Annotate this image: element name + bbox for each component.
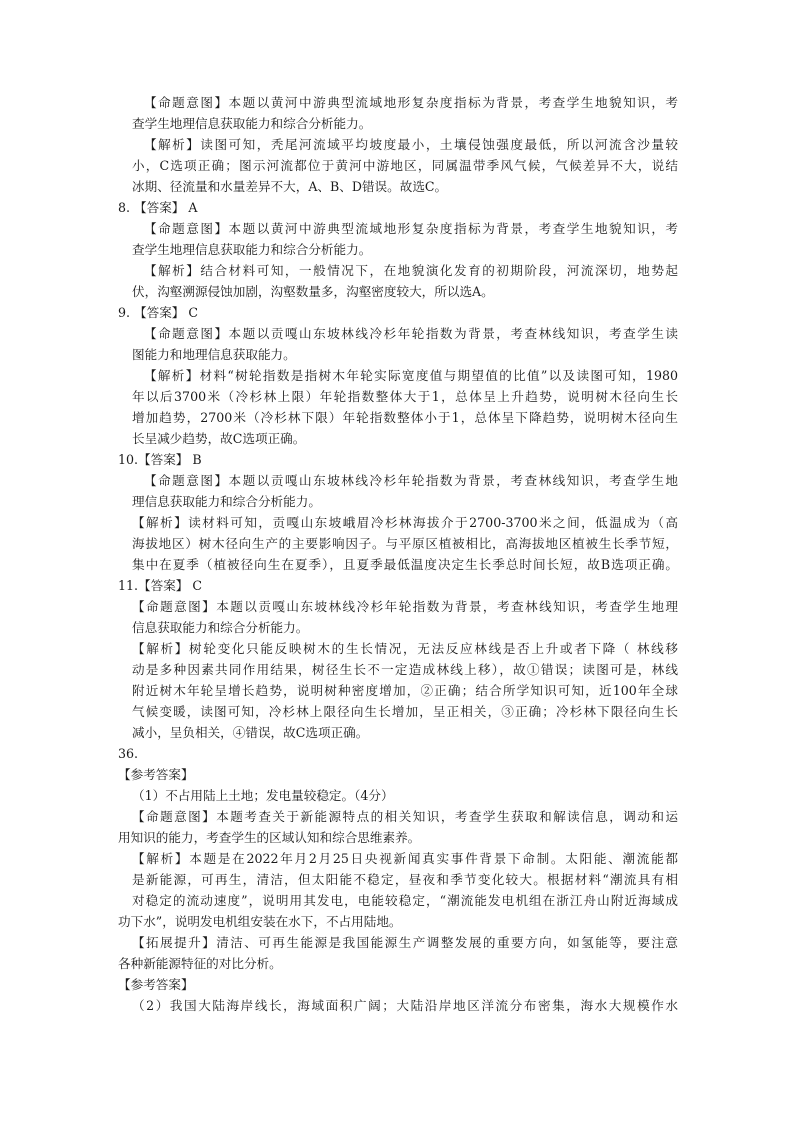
text-line: 集中在夏季（植被径向生在夏季），且夏季最低温度决定生长季总时间长短，故B选项正确。	[132, 557, 678, 572]
text-line: 【拓展提升】清洁、可再生能源是我国能源生产调整发展的重要方向，如氢能等，要注意	[132, 935, 678, 950]
text-line: 【解析】本题是在2022年月2月25日央视新闻真实事件背景下命制。太阳能、潮流能都	[132, 851, 678, 866]
text-line: 【参考答案】	[118, 977, 194, 992]
text-line: 【解析】读材料可知，贡嘎山东坡峨眉冷杉林海拔介于2700-3700米之间，低温成为（高	[132, 515, 678, 530]
text-line: 36.	[118, 746, 139, 761]
text-line: 增加趋势，2700米（冷杉林下限）年轮指数整体小于1，总体呈下降趋势，说明树木径向生	[132, 410, 678, 425]
text-line: 海拔地区）树木径向生产的主要影响因子。与平原区植被相比，高海拔地区植被生长季节短，	[132, 536, 678, 551]
text-line: 减小，呈负相关，④错误，故C选项正确。	[132, 725, 369, 740]
text-line: 年以后3700米（冷杉林上限）年轮指数整体大于1，总体呈上升趋势，说明树木径向生长	[132, 389, 678, 404]
text-line: 【命题意图】本题以黄河中游典型流域地形复杂度指标为背景，考查学生地貌知识，考	[144, 221, 678, 236]
text-line: 附近树木年轮呈增长趋势，说明树种密度增加，②正确；结合所学知识可知，近100年全球	[132, 683, 678, 698]
text-line: 气候变暖，读图可知，冷杉林上限径向生长增加，呈正相关，③正确；冷杉林下限径向生长	[132, 704, 678, 719]
text-line: 【命题意图】本题以黄河中游典型流域地形复杂度指标为背景，考查学生地貌知识，考	[144, 95, 678, 110]
text-line: （1）不占用陆上土地；发电量较稳定。（4分）	[132, 788, 394, 803]
text-line: 查学生地理信息获取能力和综合分析能力。	[132, 242, 372, 257]
text-line: 是新能源，可再生，清洁，但太阳能不稳定，昼夜和季节变化较大。根据材料“潮流具有相	[132, 872, 678, 887]
text-line: 【解析】读图可知，秃尾河流域平均坡度最小，土壤侵蚀强度最低，所以河流含沙量较	[144, 137, 678, 152]
text-line: 对稳定的流动速度”，说明用其发电，电能较稳定，“潮流能发电机组在浙江舟山附近海域成	[132, 893, 678, 908]
text-line: 【解析】树轮变化只能反映树木的生长情况，无法反应林线是否上升或者下降（ 林线移	[132, 641, 678, 656]
text-line: 用知识的能力，考查学生的区域认知和综合思维素养。	[118, 830, 421, 845]
text-line: 各种新能源特征的对比分析。	[118, 956, 282, 971]
text-line: 冰期、径流量和水量差异不大，A、B、D错误。故选C。	[132, 179, 448, 194]
text-line: 【解析】材料“树轮指数是指树木年轮实际宽度值与期望值的比值”以及读图可知，1980	[144, 368, 678, 383]
text-line: 【命题意图】本题以贡嘎山东坡林线冷杉年轮指数为背景，考查林线知识，考查学生读	[144, 326, 678, 341]
text-line: 功下水”，说明发电机组安装在水下，不占用陆地。	[118, 914, 402, 929]
text-line: 图能力和地理信息获取能力。	[132, 347, 296, 362]
text-line: 【命题意图】本题以贡嘎山东坡林线冷杉年轮指数为背景，考查林线知识，考查学生地理	[132, 599, 678, 614]
text-line: 长呈减少趋势，故C选项正确。	[132, 431, 306, 446]
text-line: 理信息获取能力和综合分析能力。	[132, 494, 321, 509]
text-line: 伏，沟壑溯源侵蚀加剧，沟壑数量多，沟壑密度较大，所以选A。	[132, 284, 494, 299]
document-page	[118, 92, 678, 1016]
text-line: 9. 【答案】 C	[118, 305, 199, 320]
text-line: 8. 【答案】 A	[118, 200, 198, 215]
text-line: （2）我国大陆海岸线长，海域面积广阔；大陆沿岸地区洋流分布密集，海水大规模作水	[132, 998, 678, 1013]
text-line: 10.【答案】 B	[118, 452, 202, 467]
text-line: 小，C选项正确；图示河流都位于黄河中游地区，同属温带季风气候，气候差异不大，说结	[132, 158, 678, 173]
text-line: 动是多种因素共同作用结果，树径生长不一定造成林线上移），故①错误；读图可是，林线	[132, 662, 678, 677]
text-line: 查学生地理信息获取能力和综合分析能力。	[132, 116, 372, 131]
text-line: 11.【答案】 C	[118, 578, 203, 593]
text-line: 【参考答案】	[118, 767, 194, 782]
text-line: 【解析】结合材料可知，一般情况下，在地貌演化发育的初期阶段，河流深切，地势起	[144, 263, 678, 278]
text-line: 【命题意图】本题以贡嘎山东坡林线冷杉年轮指数为背景，考查林线知识，考查学生地	[144, 473, 678, 488]
text-line: 【命题意图】本题考查关于新能源特点的相关知识，考查学生获取和解读信息，调动和运	[132, 809, 678, 824]
text-line: 信息获取能力和综合分析能力。	[132, 620, 309, 635]
